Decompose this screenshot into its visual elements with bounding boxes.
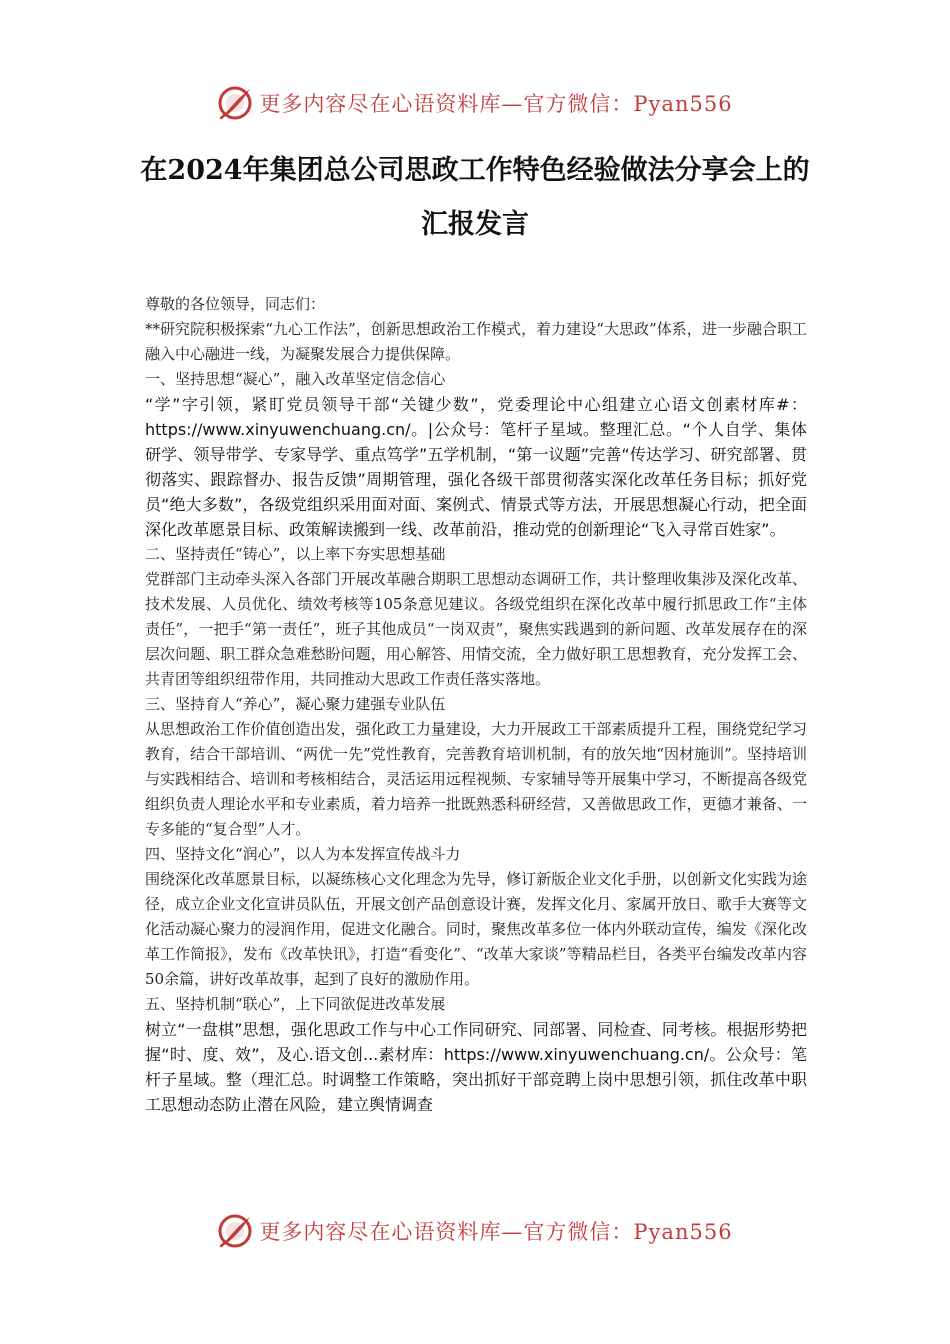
quill-logo-icon	[217, 1213, 253, 1249]
section-heading-4: 四、坚持文化“润心”，以人为本发挥宣传战斗力	[145, 845, 461, 863]
document-body	[145, 292, 807, 1117]
section-paragraph-2: 党群部门主动牵头深入各部门开展改革融合期职工思想动态调研工作，共计整理收集涉及深化改革、技术发展、人员优化、绩效考核等105条意见建议。各级党组织在深化改革中履行抓思政工作“主体责任”，一把手“第一责任”，班子其他成员“一岗双责”，聚焦实践遇到的新问题、改革发展存在的深层次问题、职工群众急难愁盼问题，用心解答、用情交流，全力做好职工思想教育，充分发挥工会、共青团等组织纽带作用，共同推动大思政工作责任落实落地。	[145, 570, 807, 688]
quill-logo-icon	[217, 85, 253, 121]
section-heading-3: 三、坚持育人“养心”，凝心聚力建强专业队伍	[145, 695, 446, 713]
document-title: 在2024年集团总公司思政工作特色经验做法分享会上的汇报发言	[140, 155, 810, 240]
banner-text: 更多内容尽在心语资料库—官方微信：Pyan556	[259, 1220, 733, 1244]
intro-paragraph: **研究院积极探索“九心工作法”，创新思想政治工作模式，着力建设“大思政”体系，进一步融合职工融入中心融进一线，为凝聚发展合力提供保障。	[145, 320, 807, 363]
section-heading-2: 二、坚持责任“铸心”，以上率下夯实思想基础	[145, 545, 446, 563]
section-heading-5: 五、坚持机制“联心”，上下同欲促进改革发展	[145, 995, 446, 1013]
section-paragraph-1: “学”字引领，紧盯党员领导干部“关键少数”，党委理论中心组建立心语文创素材库#：https://www.xinyuwenchuang.cn/。|公众号：笔杆子星域。整理汇总。“个人自学、集体研学、领导带学、专家导学、重点笃学”五学机制，“第一议题”完善“传达学习、研究部署、贯彻落实、跟踪督办、报告反馈”周期管理，强化各级干部贯彻落实深化改革任务目标；抓好党员“绝大多数”，各级党组织采用面对面、案例式、情景式等方法，开展思想凝心行动，把全面深化改革愿景目标、政策解读搬到一线、改革前沿，推动党的创新理论“飞入寻常百姓家”。	[145, 395, 807, 539]
header-banner	[0, 80, 950, 126]
section-paragraph-3: 从思想政治工作价值创造出发，强化政工力量建设，大力开展政工干部素质提升工程，围绕党纪学习教育，结合干部培训、“两优一先”党性教育，完善教育培训机制，有的放矢地“因材施训”。坚持培训与实践相结合、培训和考核相结合，灵活运用远程视频、专家辅导等开展集中学习，不断提高各级党组织负责人理论水平和专业素质，着力培养一批既熟悉科研经营，又善做思政工作，更德才兼备、一专多能的“复合型”人才。	[145, 720, 807, 838]
salutation: 尊敬的各位领导，同志们：	[145, 295, 326, 313]
section-paragraph-4: 围绕深化改革愿景目标，以凝练核心文化理念为先导，修订新版企业文化手册，以创新文化实践为途径，成立企业文化宣讲员队伍，开展文创产品创意设计赛，发挥文化月、家属开放日、歌手大赛等文化活动凝心聚力的浸润作用，促进文化融合。同时，聚焦改革多位一体内外联动宣传，编发《深化改革工作简报》，发布《改革快讯》，打造“看变化”、“改革大家谈”等精品栏目，各类平台编发改革内容50余篇，讲好改革故事，起到了良好的激励作用。	[145, 870, 807, 988]
section-paragraph-5: 树立“一盘棋”思想，强化思政工作与中心工作同研究、同部署、同检查、同考核。根据形势把握“时、度、效”，及心.语文创...素材库：https://www.xinyuwenchuang.cn/。公众号：笔杆子星域。整（理汇总。时调整工作策略，突出抓好干部竞聘上岗中思想引领，抓住改革中职工思想动态防止潜在风险，建立舆情调查	[145, 1020, 807, 1114]
section-heading-1: 一、坚持思想“凝心”，融入改革坚定信念信心	[145, 370, 446, 388]
banner-text: 更多内容尽在心语资料库—官方微信：Pyan556	[259, 92, 733, 116]
footer-banner	[0, 1208, 950, 1254]
